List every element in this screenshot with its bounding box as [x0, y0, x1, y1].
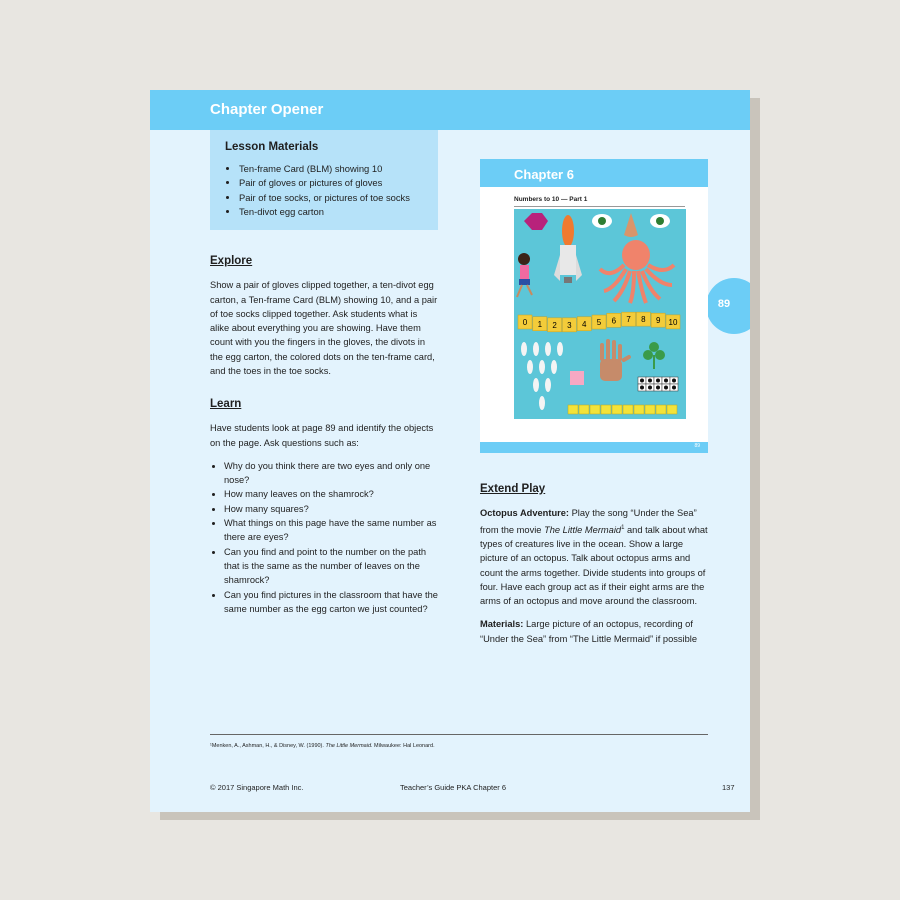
extend-text-b: and talk about what types of creatures live in the ocean. Show a large picture of an octopus. Talk about octopus arms and count the arms together. Divide students into groups of four. Have each group act as if their eight arms are the arms of an octopus and move around the classroom. [480, 524, 708, 607]
path-number: 5 [596, 318, 602, 328]
hand-icon [600, 339, 632, 381]
footnote-text-a: ¹Menken, A., Ashman, H., & Disney, W. (1990). [210, 743, 326, 749]
footer-page-number: 137 [722, 783, 735, 792]
list-item: • Ten-divot egg carton [239, 205, 410, 219]
extend-paragraph [480, 506, 708, 608]
girl-icon [517, 253, 532, 297]
document-page [150, 90, 750, 812]
extend-materials [480, 617, 708, 646]
list-item: • Pair of gloves or pictures of gloves [239, 176, 410, 190]
explore-text: Show a pair of gloves clipped together, a ten-divot egg carton, a Ten-frame Card (BLM) showing 10, and a pair of toe socks clipped together. Ask students what is alike about everything you are showing. Have them count with you the fingers in the gloves, the divots in the egg carton, the colored dots on the ten-frame card, and the toes in the toe socks. [210, 280, 438, 377]
extend-play-section [480, 482, 708, 655]
footer-guide: Teacher’s Guide PKA Chapter 6 [400, 783, 507, 792]
thumbnail-footer [480, 442, 708, 453]
footnote-text-b: Milwaukee: Hal Leonard. [372, 743, 435, 749]
path-number: 4 [581, 319, 587, 329]
path-number: 2 [552, 320, 557, 330]
materials-lead: Materials: [480, 619, 524, 630]
page-tab [706, 278, 750, 334]
lesson-materials-box [210, 130, 438, 230]
illustration-svg [514, 209, 686, 419]
thumbnail-chapter-title: Chapter 6 [514, 167, 574, 182]
materials-text: Large picture of an octopus, recording of “Under the Sea” from “The Little Mermaid” if possible [480, 619, 698, 644]
page-tab-number: 89 [717, 298, 731, 310]
explore-section [210, 254, 438, 387]
ten-frame-icon [638, 377, 678, 391]
yellow-square [634, 405, 644, 414]
rocket-icon [554, 215, 582, 283]
yellow-square [568, 405, 578, 414]
list-item: • Pair of toe socks, or pictures of toe socks [239, 191, 410, 205]
list-item: • What things on this page have the same number as there are eyes? [224, 516, 438, 545]
list-item: • Why do you think there are two eyes and only one nose? [224, 459, 438, 488]
extend-heading: Extend Play [480, 483, 546, 495]
bowling-pins-icon [521, 342, 563, 410]
list-item: • Ten-frame Card (BLM) showing 10 [239, 162, 410, 176]
path-number: 0 [522, 318, 528, 327]
thumbnail-page-number: 89 [694, 443, 700, 449]
list-item: • How many squares? [224, 502, 438, 516]
materials-list [224, 162, 410, 220]
ten-frame-dot [672, 386, 676, 390]
ten-frame-dot [672, 379, 676, 383]
footnote-title: The Little Mermaid. [325, 743, 373, 749]
explore-heading: Explore [210, 255, 253, 267]
ten-frame-dot [640, 386, 644, 390]
student-page-thumbnail [480, 159, 708, 453]
movie-title: The Little Mermaid [544, 524, 622, 535]
ten-frame-dot [664, 386, 668, 390]
yellow-square [579, 405, 589, 414]
path-number: 9 [655, 316, 661, 326]
footnote-ref: 1 [621, 524, 625, 531]
shamrock-icon [643, 342, 665, 369]
footnote [210, 743, 470, 750]
extend-lead: Octopus Adventure: [480, 508, 570, 519]
thumbnail-banner [480, 159, 708, 187]
ten-frame-dot [640, 379, 644, 383]
yellow-square [601, 405, 611, 414]
ten-frame-dot [648, 386, 652, 390]
nose-icon [624, 213, 638, 237]
yellow-square [667, 405, 677, 414]
path-number: 3 [567, 320, 572, 330]
path-number: 1 [537, 319, 543, 329]
hexagon-shape [524, 213, 548, 230]
learn-heading: Learn [210, 398, 242, 410]
number-path [518, 312, 680, 332]
footnote-rule [210, 734, 708, 735]
banner-title: Chapter Opener [210, 101, 324, 118]
materials-heading: Lesson Materials [225, 141, 319, 153]
list-item: • How many leaves on the shamrock? [224, 487, 438, 501]
yellow-square [645, 405, 655, 414]
learn-section [210, 397, 438, 616]
thumbnail-rule [514, 206, 685, 207]
chapter-banner [150, 90, 750, 130]
yellow-square [612, 405, 622, 414]
footer-copyright: © 2017 Singapore Math Inc. [210, 783, 304, 792]
learn-intro: Have students look at page 89 and identify the objects on the page. Ask questions such as: [210, 423, 434, 448]
pink-square [570, 371, 584, 385]
list-item: • Can you find pictures in the classroom that have the same number as the egg carton we just counted? [224, 588, 438, 617]
path-number: 8 [641, 315, 646, 325]
path-number: 6 [611, 316, 617, 326]
yellow-square [656, 405, 666, 414]
learn-questions [210, 459, 438, 616]
yellow-square [623, 405, 633, 414]
path-number: 10 [668, 317, 678, 327]
ten-frame-dot [656, 386, 660, 390]
path-number: 7 [626, 315, 631, 325]
thumbnail-illustration [514, 209, 686, 419]
yellow-squares-row [568, 405, 677, 414]
ten-frame-dot [648, 379, 652, 383]
thumbnail-subtitle: Numbers to 10 — Part 1 [514, 196, 588, 203]
octopus-icon [600, 240, 674, 303]
extend-text-a: Play the song “Under the Sea” from the movie [480, 508, 697, 535]
yellow-square [590, 405, 600, 414]
ten-frame-dot [656, 379, 660, 383]
list-item: • Can you find and point to the number on the path that is the same as the number of leaves on the shamrock? [224, 545, 438, 588]
ten-frame-dot [664, 379, 668, 383]
